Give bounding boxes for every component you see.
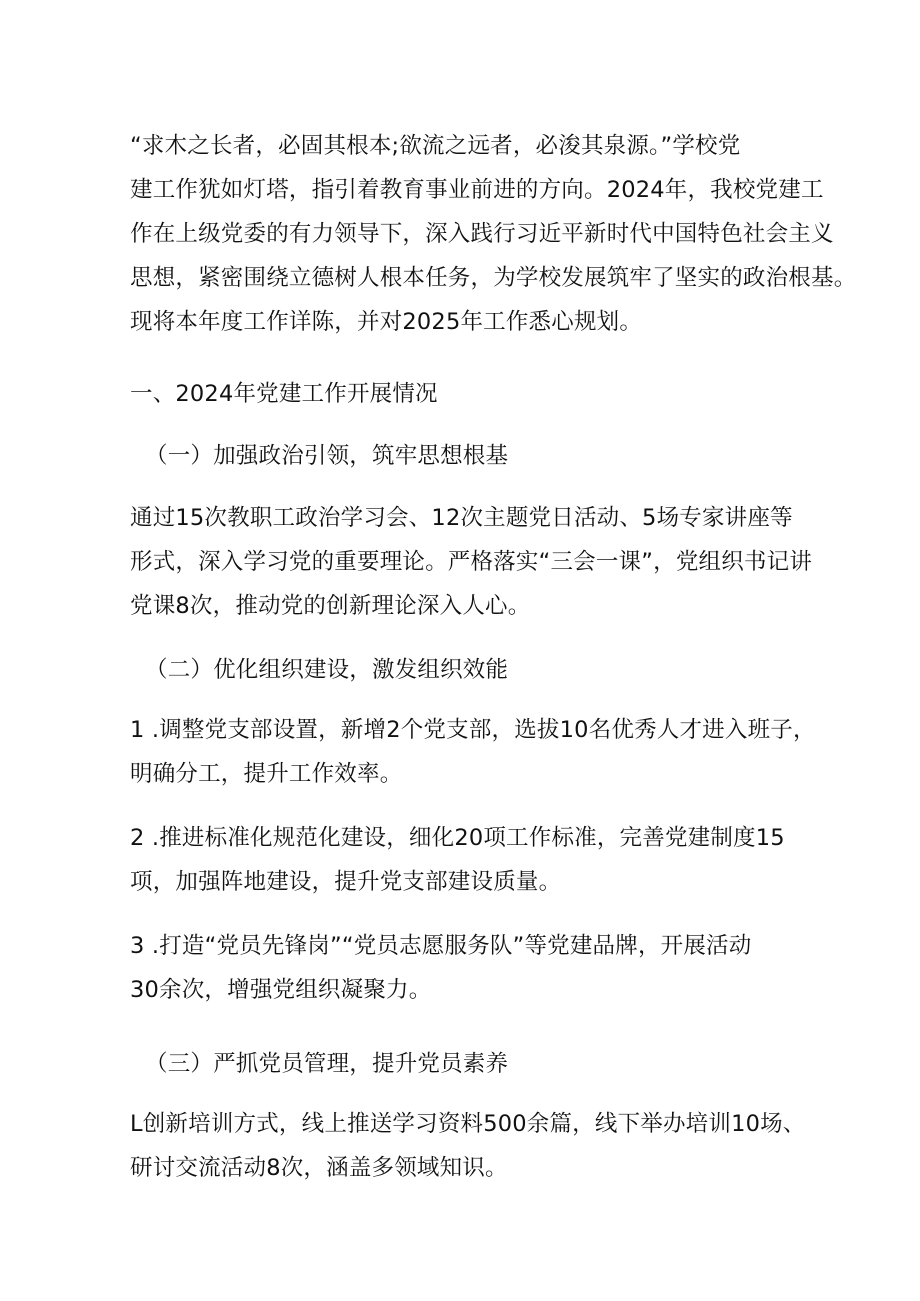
intro-line-1: “求木之长者，必固其根本;欲流之远者，必浚其泉源。”学校党 — [130, 133, 741, 159]
subsection-heading-1 — [145, 434, 820, 478]
sub2-item-3-line-2: 30余次，增强党组织凝聚力。 — [130, 977, 432, 1003]
sub3-item-1-line-1: L创新培训方式，线上推送学习资料500余篇，线下举办培训10场、 — [130, 1111, 806, 1137]
intro-line-3: 作在上级党委的有力领导下，深入践行习近平新时代中国特色社会主义 — [130, 221, 834, 247]
sub2-item-1 — [82, 708, 818, 796]
intro-paragraph — [82, 124, 857, 344]
sub2-item-3-line-1: 3 .打造“党员先锋岗”“党员志愿服务队”等党建品牌，开展活动 — [130, 933, 752, 959]
subsection-heading-3 — [145, 1042, 820, 1086]
intro-line-5: 现将本年度工作详陈，并对2025年工作悉心规划。 — [130, 309, 643, 335]
sub3-item-1-line-2: 研讨交流活动8次，涵盖多领域知识。 — [130, 1155, 508, 1181]
sub1-line-2: 形式，深入学习党的重要理论。严格落实“三会一课”，党组织书记讲 — [130, 549, 813, 575]
sub2-item-1-line-2: 明确分工，提升工作效率。 — [130, 761, 403, 787]
section-heading-1-text: 一、2024年党建工作开展情况 — [130, 381, 438, 407]
sub2-item-2 — [82, 816, 818, 904]
intro-line-2: 建工作犹如灯塔，指引着教育事业前进的方向。2024年，我校党建工 — [130, 177, 824, 203]
sub2-item-1-line-1: 1 .调整党支部设置，新增2个党支部，选拔10名优秀人才进入班子， — [130, 717, 816, 743]
sub2-item-3 — [82, 924, 818, 1012]
subsection-1-paragraph — [82, 496, 818, 628]
sub2-item-2-line-1: 2 .推进标准化规范化建设，细化20项工作标准，完善党建制度15 — [130, 825, 785, 851]
sub2-item-2-line-2: 项，加强阵地建设，提升党支部建设质量。 — [130, 869, 562, 895]
intro-line-4: 思想，紧密围绕立德树人根本任务，为学校发展筑牢了坚实的政治根基。 — [130, 265, 857, 291]
subsection-heading-2 — [145, 648, 820, 692]
section-heading-1 — [130, 372, 820, 416]
sub1-line-1: 通过15次教职工政治学习会、12次主题党日活动、5场专家讲座等 — [130, 505, 793, 531]
sub1-line-3: 党课8次，推动党的创新理论深入人心。 — [130, 593, 531, 619]
subsection-heading-2-text: （二）优化组织建设，激发组织效能 — [145, 657, 509, 683]
sub3-item-1 — [82, 1102, 818, 1190]
subsection-heading-3-text: （三）严抓党员管理，提升党员素养 — [145, 1051, 509, 1077]
subsection-heading-1-text: （一）加强政治引领，筑牢思想根基 — [145, 443, 509, 469]
